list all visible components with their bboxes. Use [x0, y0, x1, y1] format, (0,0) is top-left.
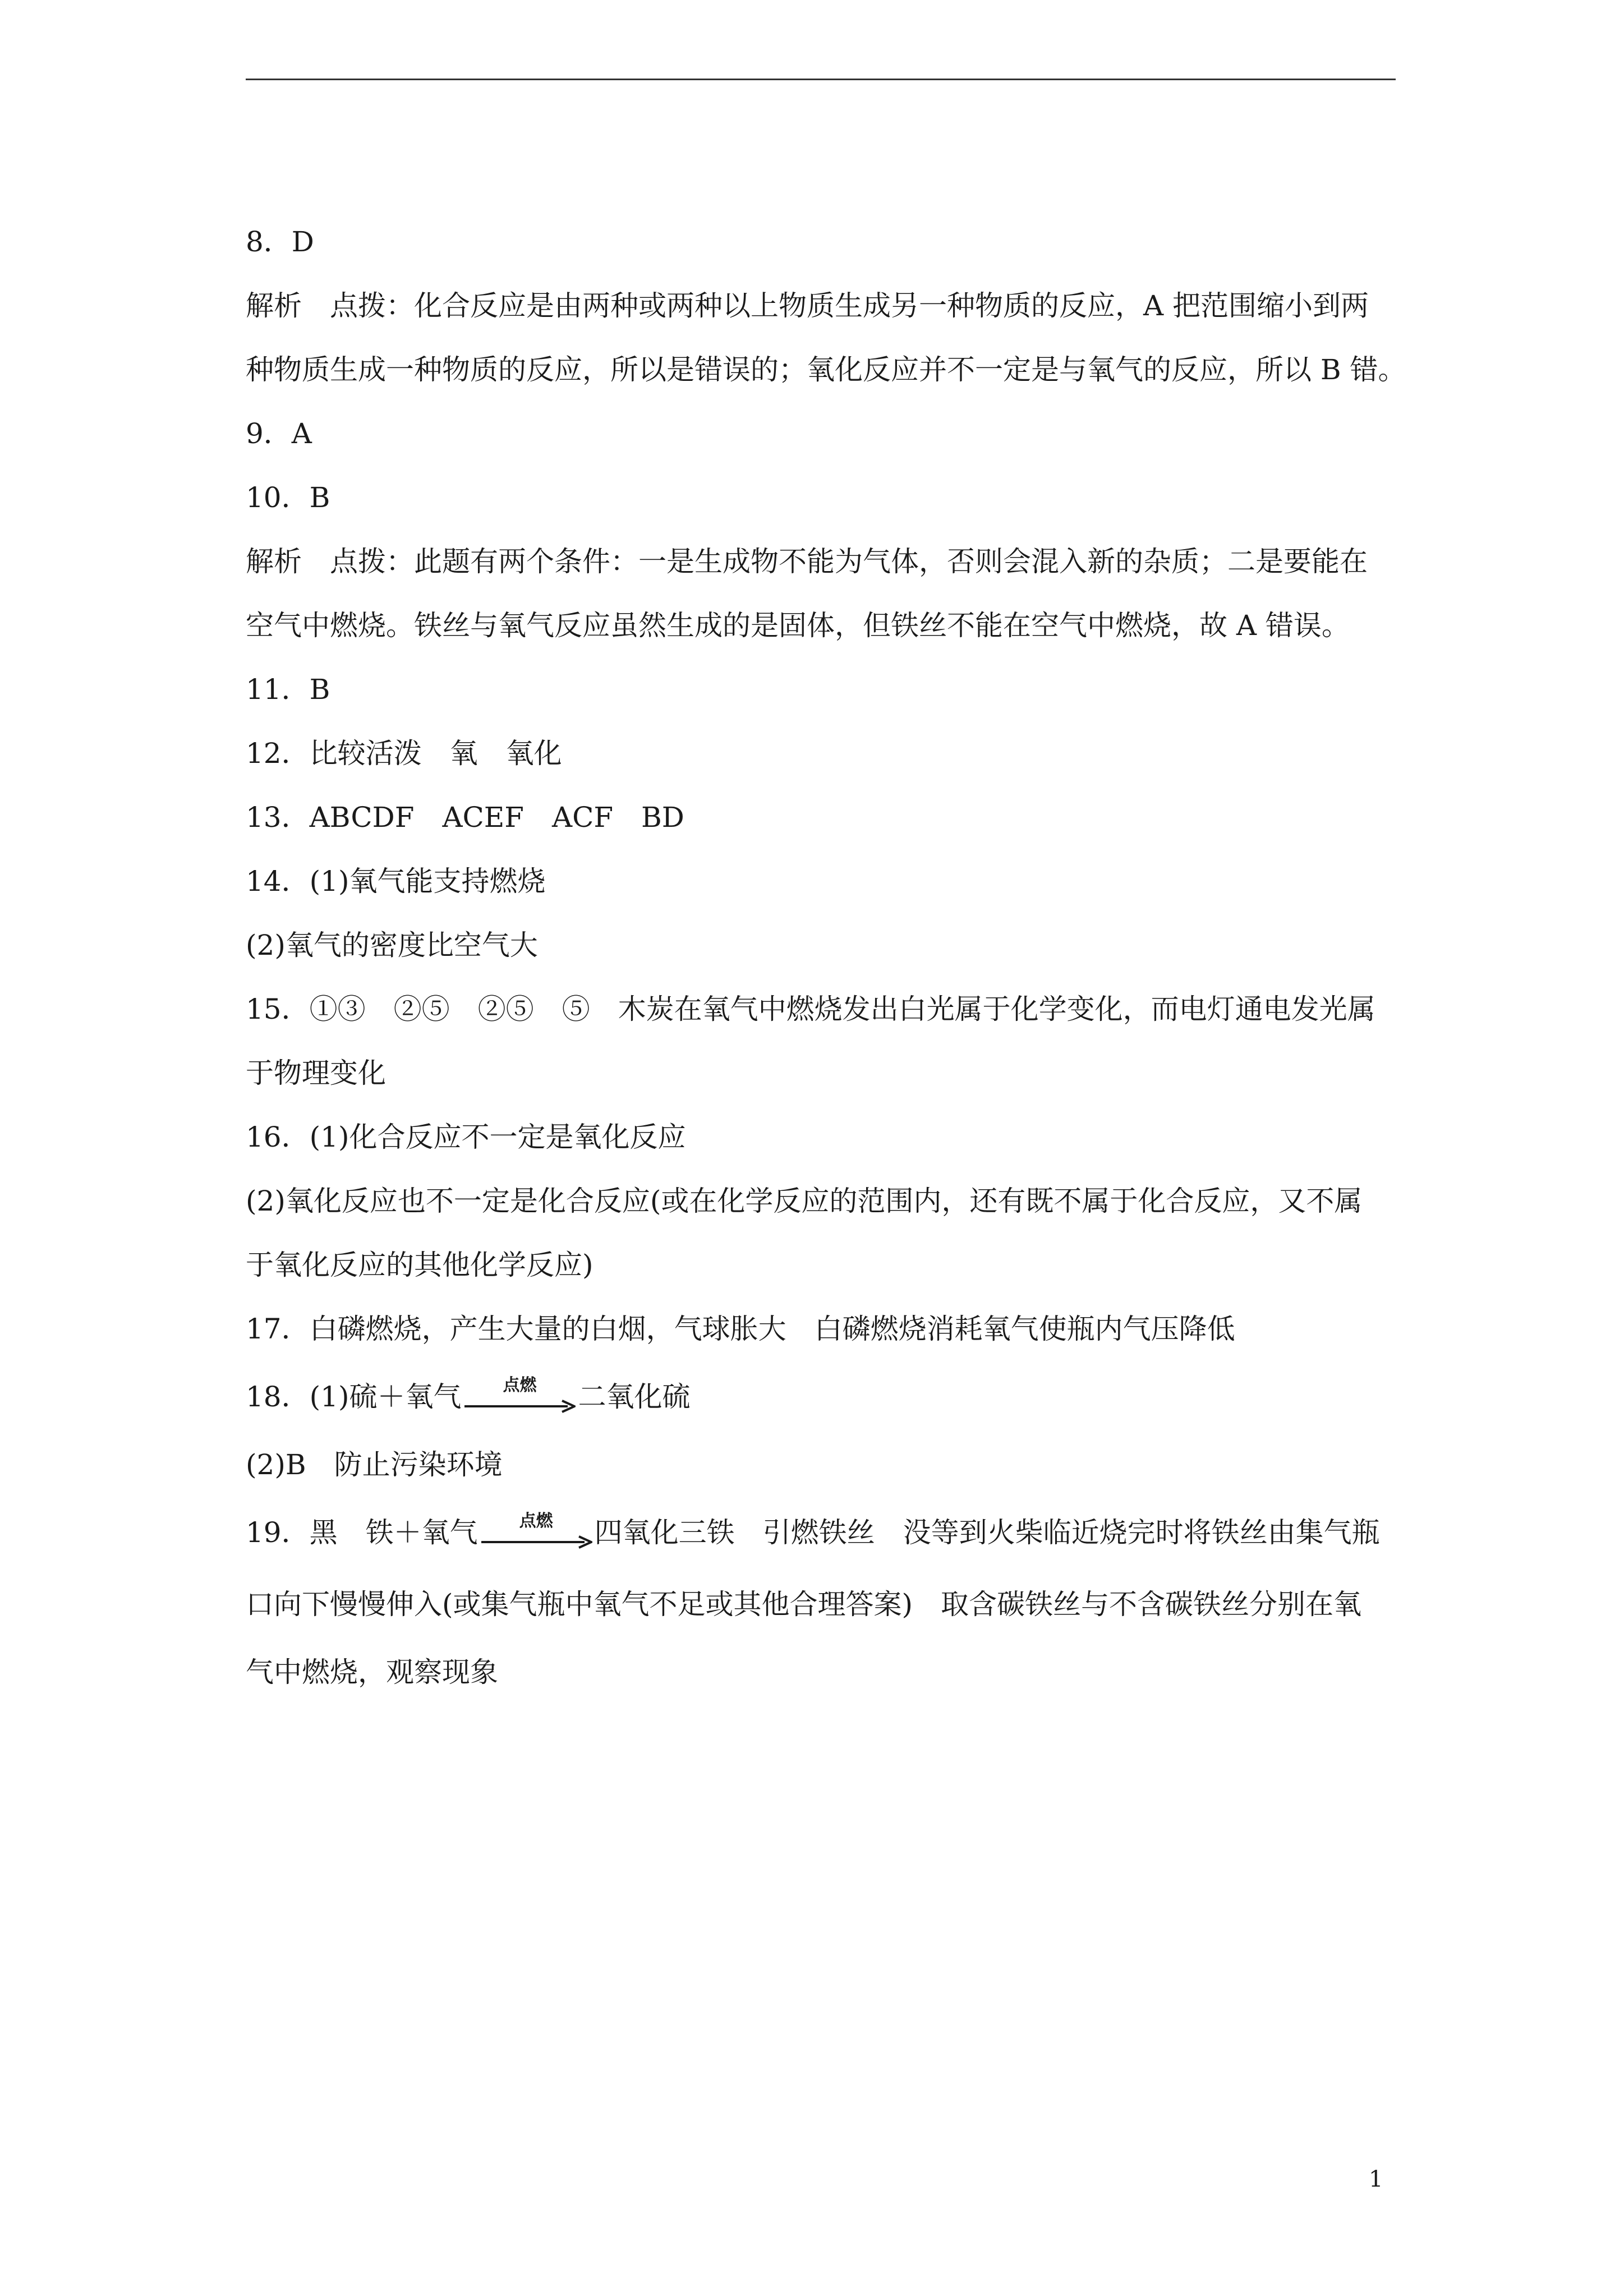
- header-rule: [246, 79, 1396, 80]
- answer-10: 10．B: [246, 481, 330, 514]
- answer-14-part-1: 14．(1)氧气能支持燃烧: [246, 865, 546, 898]
- answer-15-line-1: 15．①③ ②⑤ ②⑤ ⑤ 木炭在氧气中燃烧发出白光属于化学变化，而电灯通电发光属: [246, 993, 1375, 1025]
- answer-19-line-2: 口向下慢慢伸入(或集气瓶中氧气不足或其他合理答案) 取含碳铁丝与不含碳铁丝分别在氧: [246, 1588, 1362, 1621]
- reaction-condition-label: 点燃: [519, 1511, 553, 1531]
- reaction-arrow: [480, 1511, 592, 1549]
- arrow-right-icon: [480, 1535, 592, 1549]
- answer-10-explanation-line-1: 解析 点拨：此题有两个条件：一是生成物不能为气体，否则会混入新的杂质；二是要能在: [246, 545, 1368, 578]
- answer-9: 9．A: [246, 417, 312, 450]
- answer-19-prefix: 19．黑 铁＋氧气: [246, 1516, 478, 1549]
- answer-16-part-2: (2)氧化反应也不一定是化合反应(或在化学反应的范围内，还有既不属于化合反应，又不属: [246, 1185, 1363, 1217]
- equation-product: 二氧化硫: [578, 1381, 691, 1413]
- answer-11: 11．B: [246, 673, 330, 706]
- answer-19-line-3: 气中燃烧，观察现象: [246, 1656, 498, 1688]
- page-number: 1: [1369, 2166, 1383, 2192]
- answer-13: 13．ABCDF ACEF ACF BD: [246, 801, 684, 834]
- answer-8-explanation-line-1: 解析 点拨：化合反应是由两种或两种以上物质生成另一种物质的反应，A 把范围缩小到两: [246, 289, 1369, 322]
- answer-16-part-1: 16．(1)化合反应不一定是氧化反应: [246, 1121, 686, 1153]
- answer-15-line-2: 于物理变化: [246, 1057, 386, 1089]
- answer-14-part-2: (2)氧气的密度比空气大: [246, 929, 538, 961]
- answer-19-line-1: [246, 1497, 1401, 1568]
- answer-8: 8．D: [246, 226, 314, 258]
- answer-18-part-1: [246, 1361, 1401, 1433]
- arrow-right-icon: [463, 1400, 576, 1413]
- answer-18-part-2: (2)B 防止污染环境: [246, 1448, 503, 1481]
- answer-17: 17．白磷燃烧，产生大量的白烟，气球胀大 白磷燃烧消耗氧气使瓶内气压降低: [246, 1313, 1235, 1345]
- equation-reactants: 18．(1)硫＋氧气: [246, 1381, 462, 1413]
- answer-16-part-2-cont: 于氧化反应的其他化学反应): [246, 1249, 594, 1281]
- answer-12: 12．比较活泼 氧 氧化: [246, 737, 562, 770]
- answer-10-explanation-line-2: 空气中燃烧。铁丝与氧气反应虽然生成的是固体，但铁丝不能在空气中燃烧，故 A 错误。: [246, 609, 1350, 642]
- answer-19-suffix: 四氧化三铁 引燃铁丝 没等到火柴临近烧完时将铁丝由集气瓶: [594, 1516, 1380, 1549]
- reaction-arrow: [463, 1375, 576, 1413]
- answer-content: [246, 210, 1406, 1704]
- reaction-condition-label: 点燃: [503, 1375, 537, 1395]
- answer-8-explanation-line-2: 种物质生成一种物质的反应，所以是错误的；氧化反应并不一定是与氧气的反应，所以 B 错。: [246, 353, 1406, 386]
